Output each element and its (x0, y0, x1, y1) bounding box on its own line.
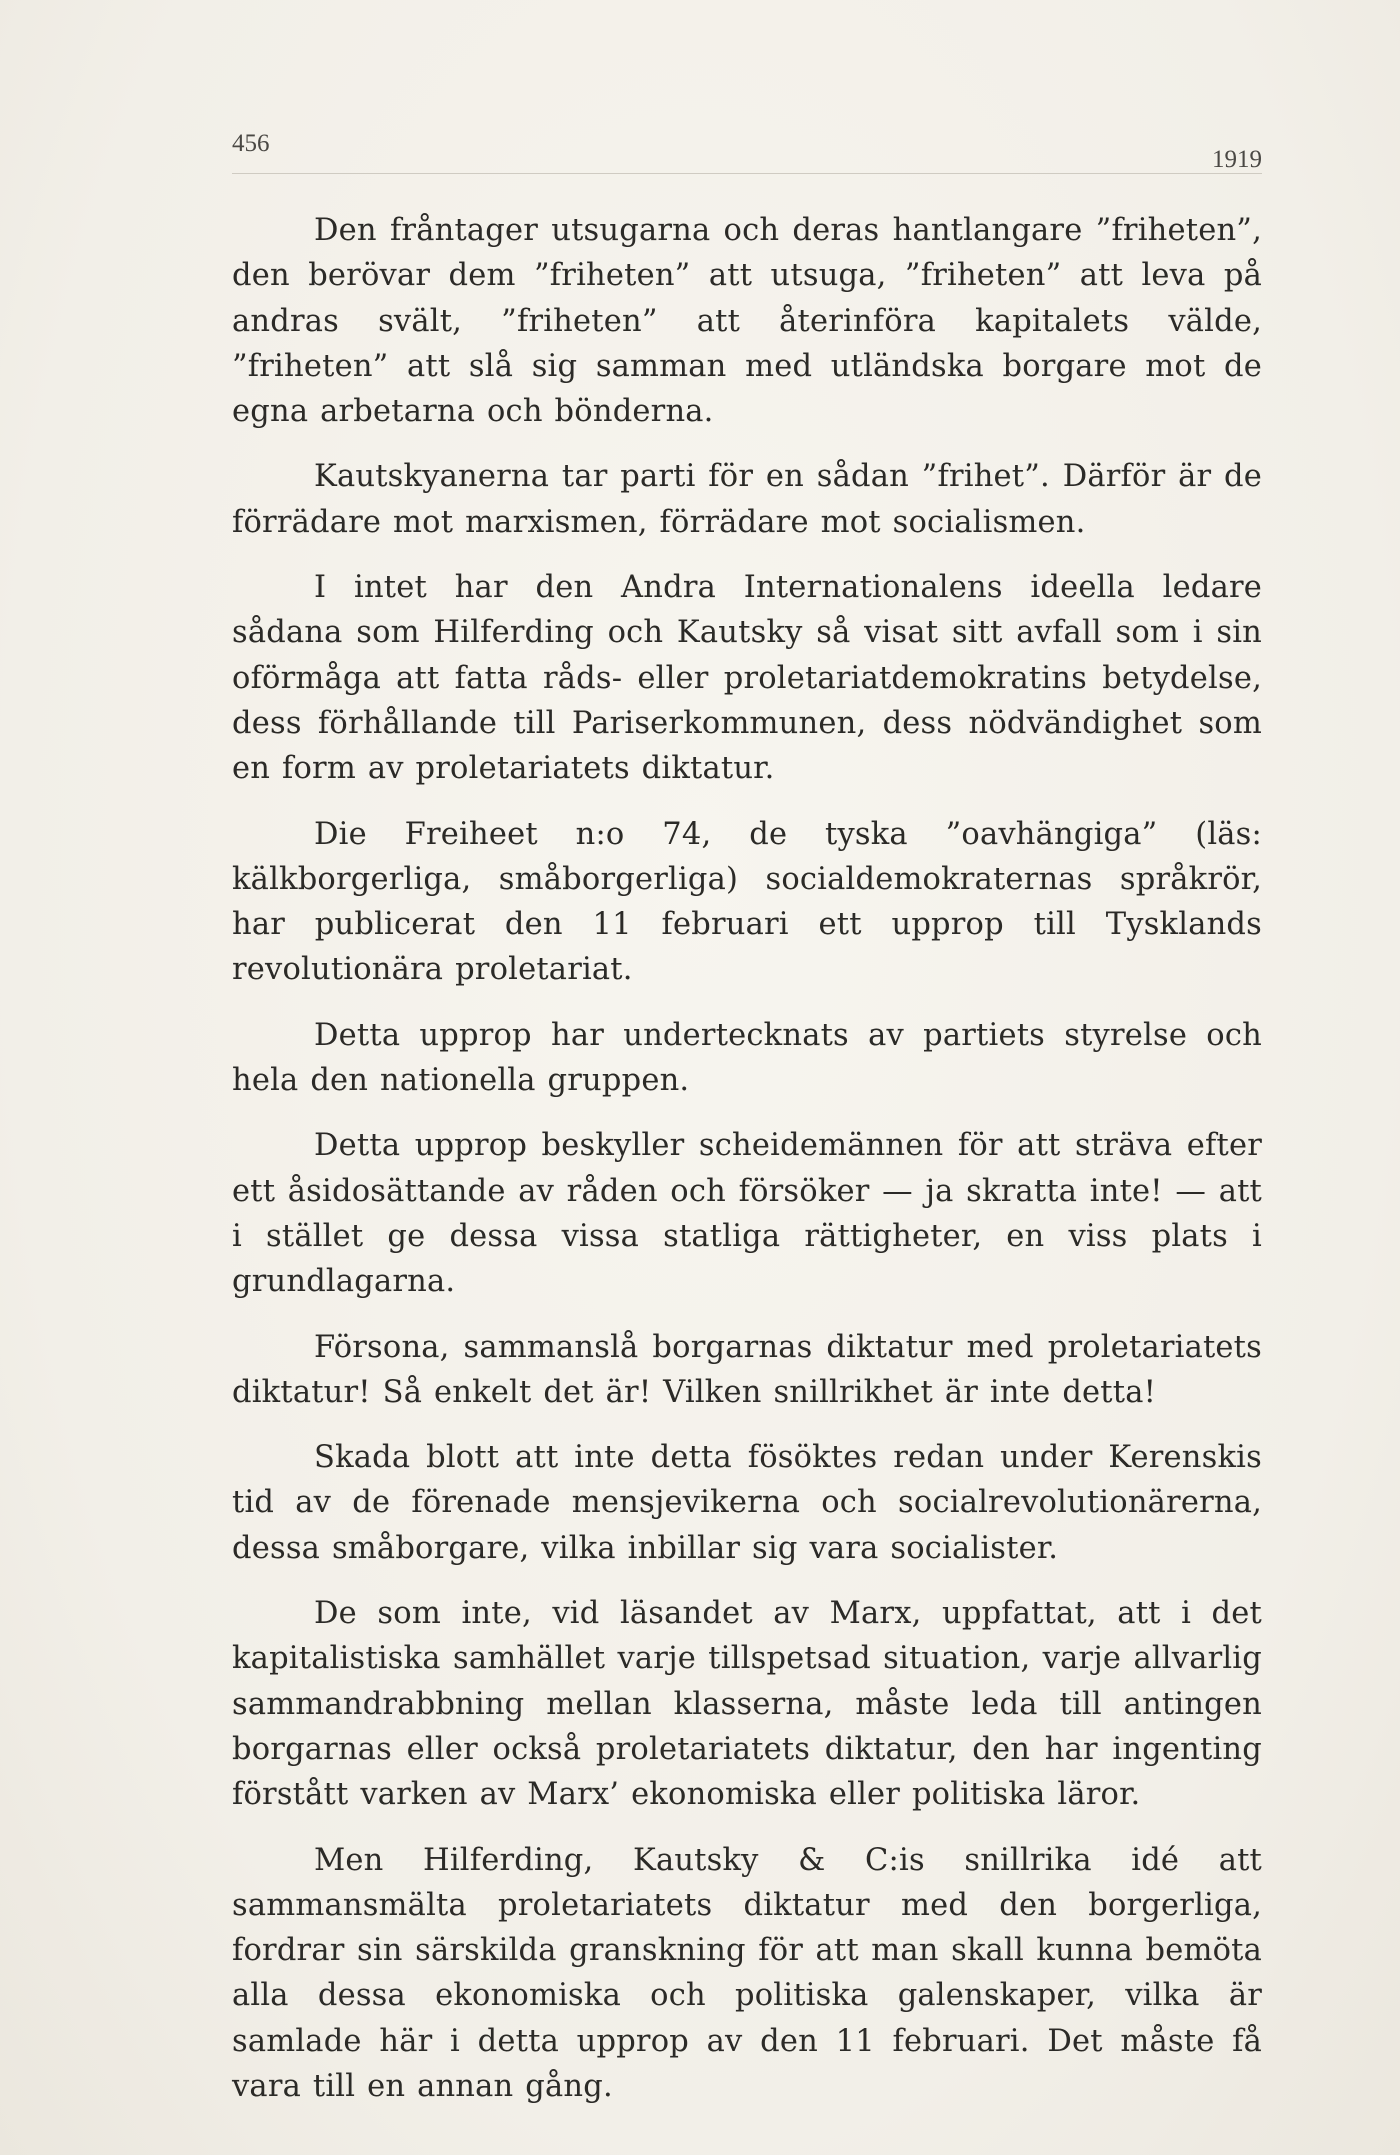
paragraph: Försona, sammanslå borgarnas diktatur med proletariatets diktatur! Så enkelt det är! Vilken snillrikhet är inte detta! (232, 1329, 1262, 1410)
paragraph: Den fråntager utsugarna och deras hantlangare ”friheten”, den berövar dem ”friheten” att utsuga, ”friheten” att leva på andras svält, ”friheten” att återinföra kapitalets välde, ”friheten” att slå sig samman med utländska borgare mot de egna arbetarna och bönderna. (232, 213, 1262, 430)
paragraph: Men Hilferding, Kautsky & C:is snillrika idé att sammansmälta proletariatets diktatur med den borgerliga, fordrar sin särskilda granskning för att man skall kunna bemöta alla dessa ekonomiska och politiska galenskaper, vilka är samlade här i detta upprop av den 11 februari. Det måste få vara till en annan gång. (232, 1842, 1262, 2104)
paragraph: Detta upprop beskyller scheidemännen för att sträva efter ett åsidosättande av råden och försöker — ja skratta inte! — att i stället ge dessa vissa statliga rättigheter, en viss plats i grundlagarna. (232, 1128, 1262, 1300)
header-year: 1919 (1212, 146, 1262, 173)
paragraph: Detta upprop har undertecknats av partiets styrelse och hela den nationella gruppen. (232, 1017, 1262, 1099)
body-text (232, 208, 1262, 2109)
paragraph: Skada blott att inte detta fösöktes redan under Kerenskis tid av de förenade mensjevikerna och socialrevolutionärerna, dessa småborgare, vilka inbillar sig vara socialister. (232, 1440, 1262, 1566)
paragraph: Die Freiheet n:o 74, de tyska ”oavhängiga” (läs: kälkborgerliga, småborgerliga) socialdemokraternas språkrör, har publicerat den 11 februari ett upprop till Tysklands revolutionära proletariat. (232, 816, 1262, 988)
page-number: 456 (232, 130, 270, 157)
paragraph: I intet har den Andra Internationalens ideella ledare sådana som Hilferding och Kautsky så visat sitt avfall som i sin oförmåga att fatta råds- eller proletariatdemokratins betydelse, dess förhållande till Pariserkommunen, dess nödvändighet som en form av proletariatets diktatur. (232, 570, 1262, 787)
paragraph: De som inte, vid läsandet av Marx, uppfattat, att i det kapitalistiska samhället varje tillspetsad situation, varje allvarlig sammandrabbning mellan klasserna, måste leda till antingen borgarnas eller också proletariatets diktatur, den har ingenting förstått varken av Marx’ ekonomiska eller politiska läror. (232, 1596, 1262, 1813)
paragraph: Kautskyanerna tar parti för en sådan ”frihet”. Därför är de förrädare mot marxismen, förrädare mot socialismen. (232, 459, 1262, 540)
running-head (232, 118, 1262, 173)
header-rule (232, 173, 1262, 174)
